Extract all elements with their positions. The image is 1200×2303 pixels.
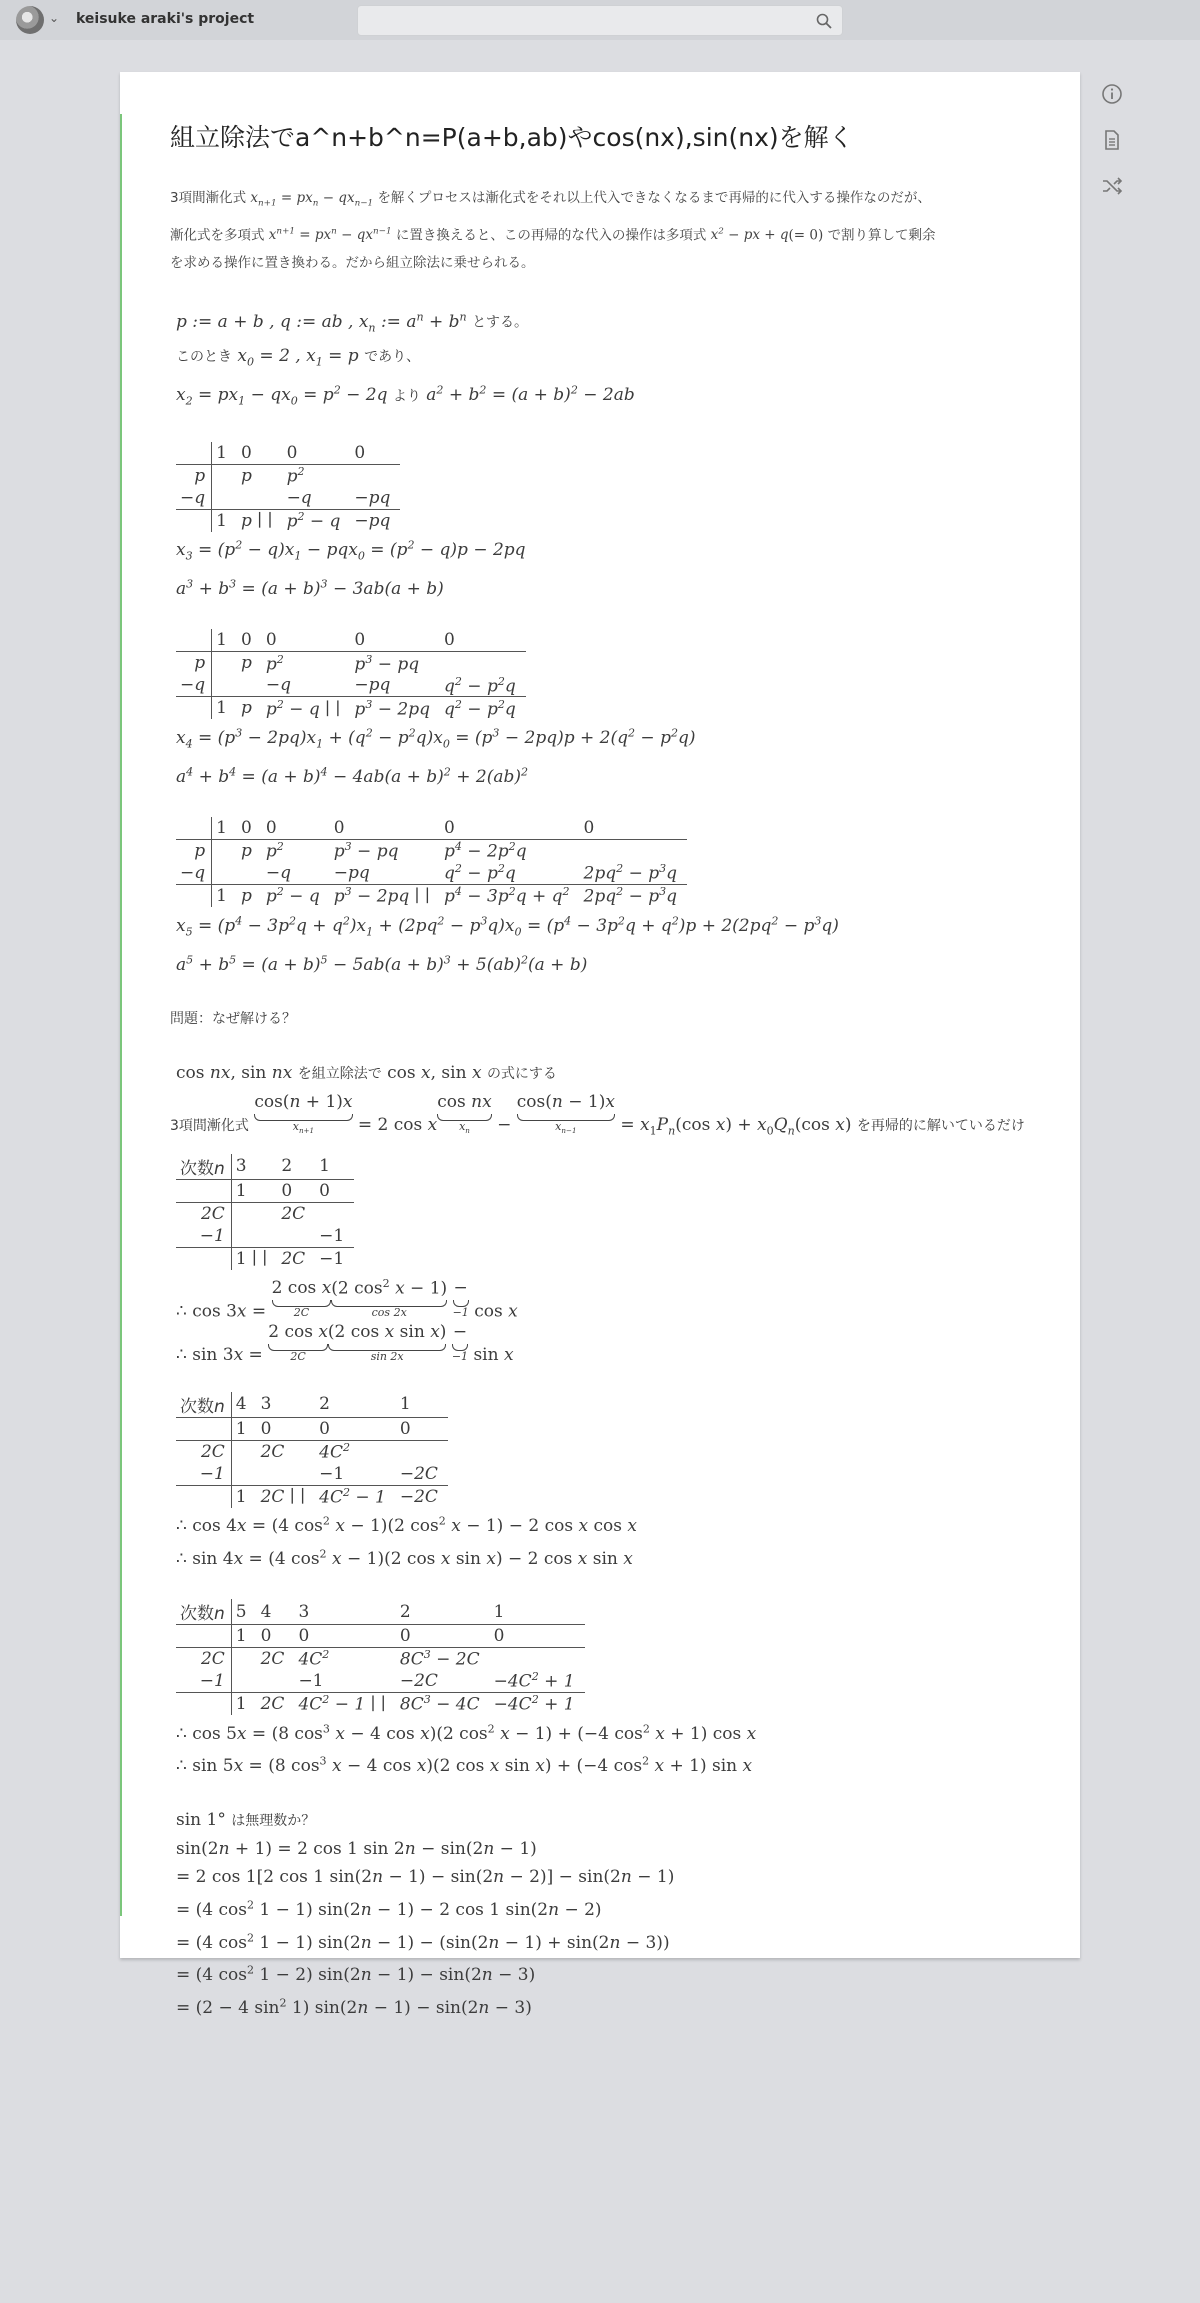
definition-line[interactable]: p := a + b , q := ab , $x_n$ := $a^n + b^n$ とする。: [176, 310, 529, 335]
sin-derivation-1[interactable]: sin(2n + 1) = 2 cos 1 sin 2n − sin(2n − 1): [176, 1839, 537, 1860]
synthetic-division-x3: 1 0 0 0 p p $p^2$ −q −q −pq 1 p ∣ ∣ $p^2 - q$ −pq: [176, 442, 400, 532]
synthetic-division-cos4: 次数n 4 3 2 1 1 0 0 0 2C 2C $4C^2$ −1 −1 −2C 1 2C ∣ ∣ $4C^2 - 1$ −2C: [176, 1392, 448, 1508]
left-accent-bar: [120, 114, 122, 1916]
recurrence-line[interactable]: 3項間漸化式 cos(n + 1)x $x_{n+1}$ = 2 cos xcos nx $x_n$ − cos(n − 1)x $x_{n-1}$ = $x_1P_n(\cos$ $x) + x_0Q_n(\cos$ x) を再帰的に解いているだけ: [170, 1091, 1025, 1138]
project-name[interactable]: keisuke araki's project: [76, 11, 255, 27]
question-line[interactable]: 問題：なぜ解ける？: [170, 1010, 296, 1027]
sin5x-line[interactable]: ∴ sin 5x = (8 $\cos^3 x - 4$ cos x)(2 cos x sin x) + (−4 $\cos^2 x + 1$) sin x: [176, 1754, 753, 1777]
sin4x-line[interactable]: ∴ sin 4x = (4 $\cos^2 x - 1)(2$ cos x sin x) − 2 cos x sin x: [176, 1547, 633, 1570]
cos3x-line[interactable]: ∴ cos 3x = 2 cos x 2C (2 $\cos^2 x - 1$) cos 2x − −1 cos x: [176, 1276, 518, 1322]
x5-line[interactable]: $x_5 = (p^4 - 3p^2q + q^2)x_1 + (2pq^2 - p^3q)x_0 = (p^4 - 3p^2q + q^2)p + 2(2pq^2 - p^3q)$: [176, 914, 839, 939]
document-icon[interactable]: [1100, 128, 1124, 152]
synthetic-division-cos3: 次数n 3 2 1 1 0 0 2C 2C −1 −1 1 ∣ ∣ 2C −1: [176, 1154, 354, 1270]
page-title[interactable]: 組立除法でa^n+b^n=P(a+b,ab)やcos(nx),sin(nx)を解く: [170, 123, 854, 152]
shuffle-icon[interactable]: [1100, 174, 1124, 198]
x4-line[interactable]: $x_4 = (p^3 - 2pq)x_1 + (q^2 - p^2q)x_0 = (p^3 - 2pq)p + 2(q^2 - p^2q)$: [176, 726, 696, 751]
a3b3-line[interactable]: $a^3 + b^3 = (a + b)^3 - 3ab(a + b)$: [176, 577, 444, 600]
a5b5-line[interactable]: $a^5 + b^5 = (a + b)^5 - 5ab(a + b)^3 + 5(ab)^2(a + b)$: [176, 953, 588, 975]
a4b4-line[interactable]: $a^4 + b^4 = (a + b)^4 - 4ab(a + b)^2 + 2(ab)^2$: [176, 765, 529, 788]
page-card: [120, 72, 1080, 2019]
synthetic-division-x5: 1 0 0 0 0 0 p p $p^2$ $p^3$ − pq $p^4 - 2p^2q$ −q −q −pq $q^2 - p^2q$ $2pq^2 - p^3q$ 1 p $p^2 - q$ $p^3 - 2pq$ ∣ ∣ $p^4 - 3p^2q + q^2$ $2pq^2 - p^3q$: [176, 817, 687, 907]
chevron-down-icon[interactable]: ⌄: [49, 11, 60, 25]
intro-paragraph[interactable]: 3項間漸化式 $x_{n+1} = px_n - qx_{n-1}$ を解くプロセスは漸化式をそれ以上代入できなくなるまで再帰的に代入する操作なのだが、 漸化式を多項式 $x^{n+1} = px^n - qx^{n-1}$ に置き換えると、この再帰的な代入の操作は多項式 $x^2$ − px + q(= 0) で割り算して剰余 を求める操作に置き換わる。だから組立除法に乗せられる。: [170, 190, 936, 272]
top-bar: [0, 0, 1200, 40]
initial-values-line[interactable]: このとき $x_0 = 2$ , $x_1 = p$ であり、: [176, 346, 421, 369]
sin-derivation-6[interactable]: = (2 − 4 $\sin^2 1$) sin(2n − 1) − sin(2n − 3): [176, 1996, 532, 2019]
search-input[interactable]: [366, 10, 790, 33]
trig-intro-line[interactable]: cos nx, sin nx を組立除法で cos x, sin x の式にする: [176, 1062, 557, 1083]
cos5x-line[interactable]: ∴ cos 5x = (8 $\cos^3 x - 4$ cos x)(2 $\cos^2 x - 1) + (-4$ $\cos^2 x + 1$) cos x: [176, 1722, 757, 1744]
search-icon[interactable]: [816, 13, 832, 29]
sin1-question-line[interactable]: sin 1° は無理数か？: [176, 1810, 316, 1831]
sin-derivation-4[interactable]: = (4 $\cos^2 1 - 1$) sin(2n − 1) − (sin(2n − 1) + sin(2n − 3)): [176, 1931, 670, 1953]
synthetic-division-x4: 1 0 0 0 0 p p $p^2$ $p^3$ − pq −q −q −pq $q^2 - p^2q$ 1 p $p^2 - q$ ∣ ∣ $p^3 - 2pq$ $q^2 - p^2q$: [176, 629, 526, 719]
x2-line[interactable]: $x_2 = px_1 - qx_0 = p^2 - 2q$ より $a^2 + b^2 = (a + b)^2 - 2ab$: [176, 383, 635, 408]
sin-derivation-5[interactable]: = (4 $\cos^2 1 - 2$) sin(2n − 1) − sin(2n − 3): [176, 1963, 536, 1986]
sin-derivation-3[interactable]: = (4 $\cos^2 1 - 1$) sin(2n − 1) − 2 cos 1 sin(2n − 2): [176, 1898, 602, 1921]
logo-icon[interactable]: [16, 6, 44, 34]
x3-line[interactable]: $x_3 = (p^2 - q)x_1 - pqx_0 = (p^2 - q)p - 2pq$: [176, 538, 526, 563]
info-icon[interactable]: [1100, 82, 1124, 106]
sin-derivation-2[interactable]: = 2 cos 1[2 cos 1 sin(2n − 1) − sin(2n − 2)] − sin(2n − 1): [176, 1867, 675, 1888]
cos4x-line[interactable]: ∴ cos 4x = (4 $\cos^2 x - 1)(2$ $\cos^2 x - 1) - 2$ cos x cos x: [176, 1514, 637, 1537]
sin3x-line[interactable]: ∴ sin 3x = 2 cos x 2C (2 cos x sin x) sin 2x − −1 sin x: [176, 1321, 514, 1365]
search-box[interactable]: [357, 5, 843, 36]
page-content: [170, 118, 1050, 2022]
page-side-icons: [1100, 82, 1124, 220]
synthetic-division-cos5: 次数n 5 4 3 2 1 1 0 0 0 0 2C 2C $4C^2$ $8C^3 - 2C$ −1 −1 −2C $-4C^2 + 1$ 1 2C $4C^2 - 1$ ∣ ∣ $8C^3 - 4C$ $-4C^2 + 1$: [176, 1599, 585, 1715]
